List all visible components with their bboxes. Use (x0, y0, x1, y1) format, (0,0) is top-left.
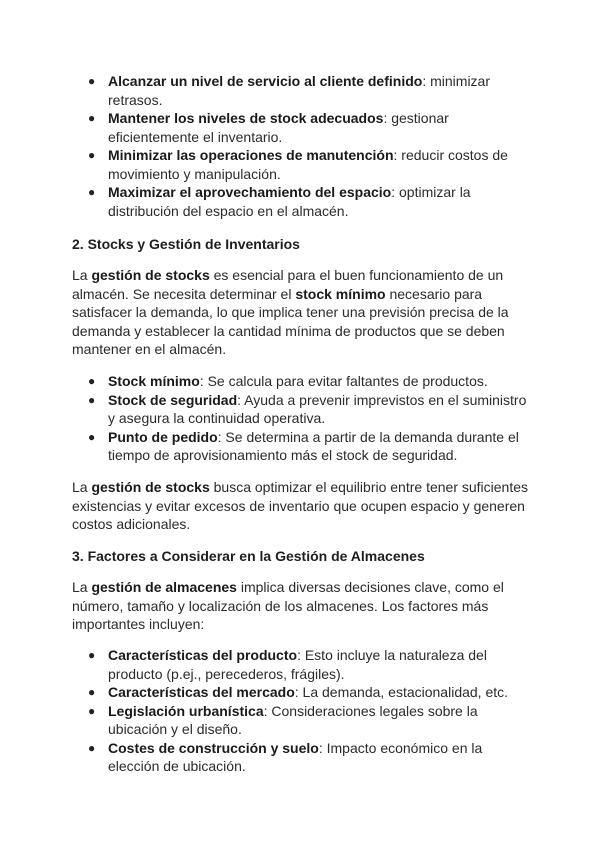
list-item: ● Stock mínimo: Se calcula para evitar faltantes de productos. (88, 373, 488, 389)
bullet-icon: ● (88, 703, 96, 718)
bullet-icon: ● (88, 740, 96, 755)
bullet-icon: ● (88, 685, 96, 699)
list-item: ● Características del producto: Esto incluye la naturaleza del producto (p.ej., perecederos, frágiles). (88, 647, 487, 682)
list-item: ● Mantener los niveles de stock adecuados: gestionar eficientemente el inventario. (88, 110, 449, 145)
factors-list (88, 646, 528, 776)
section-2-paragraph-1: La gestión de stocks es esencial para el buen funcionamiento de un almacén. Se necesita determinar el stock mínimo necesario para satisfacer la demanda, lo que implica tener una previsión precisa de la demanda y establecer la cantidad mínima de productos que se deben mantener en el almacén. (72, 267, 509, 357)
bullet-icon: ● (88, 74, 96, 88)
bullet-icon: ● (88, 392, 96, 407)
list-item: ● Legislación urbanística: Consideraciones legales sobre la ubicación y el diseño. (88, 702, 478, 737)
bullet-icon: ● (88, 148, 96, 162)
list-item: ● Alcanzar un nivel de servicio al cliente definido: minimizar retrasos. (88, 73, 490, 108)
section-3-heading: 3. Factores a Considerar en la Gestión de Almacenes (72, 548, 425, 564)
list-item: ● Minimizar las operaciones de manutención: reducir costos de movimiento y manipulación. (88, 147, 508, 182)
bullet-icon: ● (88, 185, 96, 199)
section-2-heading: 2. Stocks y Gestión de Inventarios (72, 236, 300, 252)
list-item: ● Punto de pedido: Se determina a partir de la demanda durante el tiempo de aprovisionamiento más el stock de seguridad. (88, 428, 519, 463)
list-item: ● Costes de construcción y suelo: Impacto económico en la elección de ubicación. (88, 739, 483, 774)
stocks-list (88, 372, 528, 465)
bullet-icon: ● (88, 111, 96, 125)
list-item: ● Maximizar el aprovechamiento del espacio: optimizar la distribución del espacio en el almacén. (88, 184, 471, 219)
list-item: ● Stock de seguridad: Ayuda a prevenir imprevistos en el suministro y asegura la continuidad operativa. (88, 391, 527, 426)
bullet-icon: ● (88, 374, 96, 388)
section-3-paragraph-1: La gestión de almacenes implica diversas decisiones clave, como el número, tamaño y localización de los almacenes. Los factores más importantes incluyen: (72, 579, 504, 632)
bullet-icon: ● (88, 648, 96, 662)
objectives-list (88, 72, 528, 220)
bullet-icon: ● (88, 429, 96, 444)
list-item: ● Características del mercado: La demanda, estacionalidad, etc. (88, 684, 509, 700)
section-2-paragraph-2: La gestión de stocks busca optimizar el equilibrio entre tener suficientes existencias y evitar excesos de inventario que ocupen espacio y generen costos adicionales. (72, 479, 529, 532)
